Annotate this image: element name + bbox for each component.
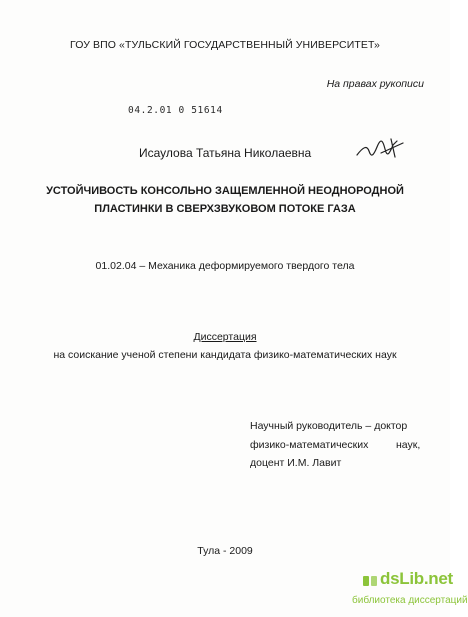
dissertation-title-line-1: УСТОЙЧИВОСТЬ КОНСОЛЬНО ЗАЩЕМЛЕННОЙ НЕОДНОРОДНОЙ <box>46 185 404 197</box>
dissertation-title-line-2: ПЛАСТИНКИ В СВЕРХЗВУКОВОМ ПОТОКЕ ГАЗА <box>94 203 356 215</box>
dissertation-label: Диссертация <box>193 331 257 343</box>
city-year: Тула - 2009 <box>197 545 253 557</box>
watermark-site[interactable]: dsLib.net <box>380 569 453 588</box>
degree-description: на соискание ученой степени кандидата физико-математических наук <box>53 349 397 361</box>
supervisor-line-2-right: наук, <box>396 439 421 451</box>
watermark-subtitle: библиотека диссертаций <box>352 595 468 606</box>
manuscript-rights: На правах рукописи <box>326 78 424 90</box>
author-name: Исаулова Татьяна Николаевна <box>139 146 312 160</box>
watermark-logo-icon <box>362 573 378 589</box>
supervisor-line-1: Научный руководитель – доктор <box>250 420 408 432</box>
author-signature <box>355 135 405 163</box>
university-name: ГОУ ВПО «ТУЛЬСКИЙ ГОСУДАРСТВЕННЫЙ УНИВЕРСИТЕТ» <box>70 39 380 51</box>
supervisor-line-2-left: физико-математических <box>250 439 369 451</box>
specialty-code: 01.02.04 – Механика деформируемого твердого тела <box>95 260 355 272</box>
supervisor-line-3: доцент И.М. Лавит <box>250 457 342 469</box>
registration-code: 04.2.01 0 51614 <box>128 105 223 116</box>
